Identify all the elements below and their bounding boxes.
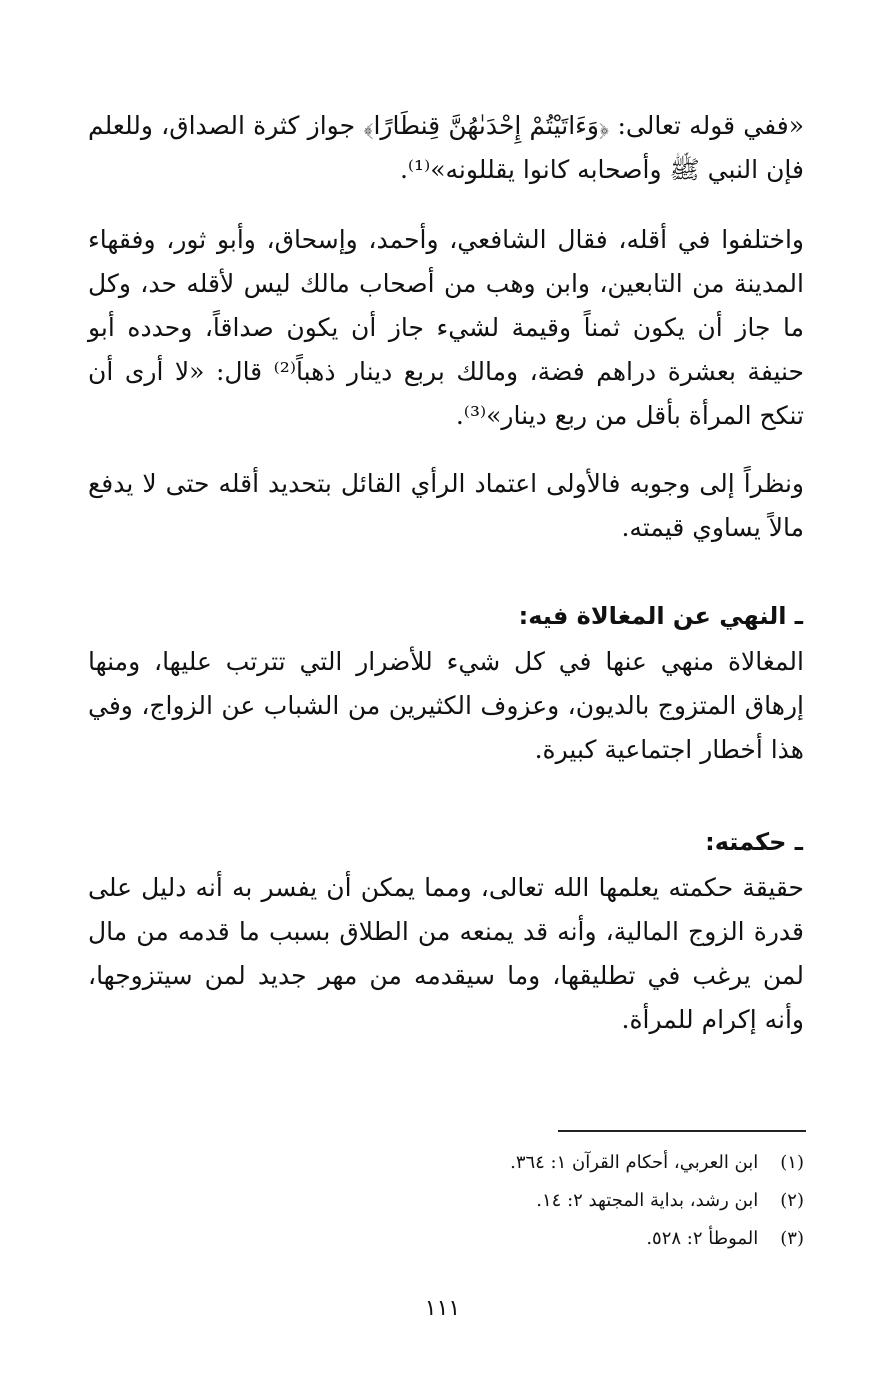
footnote-number: (٢) [780,1190,804,1211]
footnote-number: (١) [780,1152,804,1173]
footnote-divider [558,1130,806,1132]
heading-prohibition-excess: ـ النهي عن المغالاة فيه: [518,602,803,630]
footnotes-list [88,1144,804,1258]
paragraph-minimum-dowry: واختلفوا في أقله، فقال الشافعي، وأحمد، وإسحاق، وأبو ثور، وفقهاء المدينة من التابعين، وابن وهب من أصحاب مالك ليس لأقله حد، وكل ما جاز أن يكون ثمناً وقيمة لشيء جاز أن يكون صداقاً، وحدده أبو حنيفة بعشرة دراهم فضة، ومالك بربع دينار ذهباً⁽²⁾ قال: «لا أرى أن تنكح المرأة بأقل من ربع دينار»⁽³⁾. [88,225,805,430]
footnote-item [88,1182,804,1220]
footnote-text: الموطأ ٢: ٥٢٨. [646,1228,759,1249]
footnote-text: ابن رشد، بداية المجتهد ٢: ١٤. [536,1190,759,1211]
footnote-item [88,1144,804,1182]
footnote-text: ابن العربي، أحكام القرآن ١: ٣٦٤. [510,1152,759,1173]
footnote-number: (٣) [780,1228,804,1249]
paragraph-wisdom: حقيقة حكمته يعلمها الله تعالى، ومما يمكن أن يفسر به أنه دليل على قدرة الزوج المالية، وأنه قد يمنعه من الطلاق بسبب ما قدمه من مال لمن يرغب في تطليقها، وما سيقدمه من مهر جديد لمن سيتزوجها، وأنه إكرام للمرأة. [88,873,804,1034]
paragraph-opinion: ونظراً إلى وجوبه فالأولى اعتماد الرأي القائل بتحديد أقله حتى لا يدفع مالاً يساوي قيمته. [88,469,804,542]
paragraph-quote-sadaq: «ففي قوله تعالى: ﴿وَءَاتَيْتُمْ إِحْدَىٰهُنَّ قِنطَارًا﴾ جواز كثرة الصداق، وللعلم فإن النبي ﷺ وأصحابه كانوا يقللونه»⁽¹⁾. [88,111,804,184]
paragraph-excess: المغالاة منهي عنها في كل شيء للأضرار التي تترتب عليها، ومنها إرهاق المتزوج بالديون، وعزوف الكثيرين من الشباب عن الزواج، وفي هذا أخطار اجتماعية كبيرة. [88,647,804,764]
page-number: ١١١ [424,1296,461,1321]
footnote-item [88,1220,804,1258]
heading-wisdom: ـ حكمته: [705,828,803,856]
